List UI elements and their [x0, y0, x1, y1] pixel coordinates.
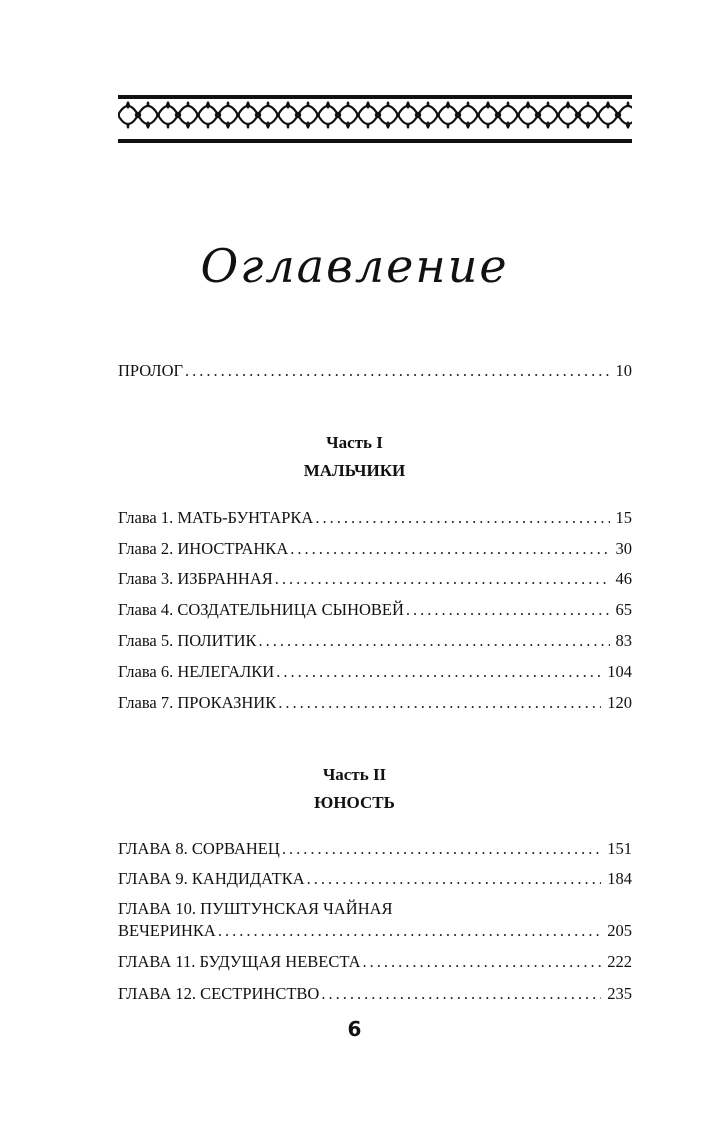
toc-entry-page: 65	[615, 600, 632, 619]
toc-entry-label: ГЛАВА 8. СОРВАНЕЦ	[118, 839, 280, 858]
part-number: Часть II	[322, 765, 387, 784]
toc-entry	[118, 920, 632, 942]
toc-entry-page: 83	[615, 631, 632, 650]
toc-entry-label: Глава 6. НЕЛЕГАЛКИ	[118, 662, 275, 681]
toc-entry-page: 235	[607, 984, 632, 1003]
toc-entry	[118, 538, 632, 560]
toc-entry-label: ГЛАВА 12. СЕСТРИНСТВО	[118, 984, 320, 1003]
page-number: 6	[347, 1017, 362, 1041]
toc-entry	[118, 630, 632, 652]
toc-entry-page: 184	[607, 869, 632, 888]
toc-entry-page: 120	[607, 693, 632, 712]
toc-entry-label: Глава 5. ПОЛИТИК	[118, 631, 257, 650]
toc-entry	[118, 983, 632, 1005]
toc-entry-page: 205	[607, 921, 632, 940]
toc-entry	[118, 951, 632, 973]
dot-leader	[276, 661, 601, 683]
toc-entry	[118, 568, 632, 590]
dot-leader	[406, 599, 610, 621]
ornament-border	[118, 95, 632, 143]
part-title: ЮНОСТЬ	[314, 793, 395, 812]
dot-leader	[290, 538, 609, 560]
toc-entry-page: 15	[615, 508, 632, 527]
toc-entry-page: 151	[607, 839, 632, 858]
toc-entry-label: Глава 4. СОЗДАТЕЛЬНИЦА СЫНОВЕЙ	[118, 600, 404, 619]
page-title: Оглавление	[200, 239, 509, 293]
toc-entry	[118, 599, 632, 621]
toc-entry	[118, 868, 632, 890]
toc-entry-label: Глава 1. МАТЬ-БУНТАРКА	[118, 508, 314, 527]
toc-entry	[118, 692, 632, 714]
toc-entry-label: Глава 2. ИНОСТРАНКА	[118, 539, 289, 558]
dot-leader	[363, 951, 602, 973]
dot-leader	[218, 920, 601, 942]
toc-entry	[118, 507, 632, 529]
toc-entry-label-line1: ГЛАВА 10. ПУШТУНСКАЯ ЧАЙНАЯ	[118, 899, 393, 918]
dot-leader	[185, 360, 609, 382]
dot-leader	[321, 983, 601, 1005]
toc-entry-page: 46	[615, 569, 632, 588]
toc-entry-label: Глава 3. ИЗБРАННАЯ	[118, 569, 273, 588]
dot-leader	[315, 507, 609, 529]
toc-entry-prologue	[118, 360, 632, 382]
part-title: МАЛЬЧИКИ	[303, 461, 406, 480]
toc-entry-page: 10	[615, 361, 632, 380]
toc-entry-label: ГЛАВА 9. КАНДИДАТКА	[118, 869, 305, 888]
dot-leader	[259, 630, 610, 652]
dot-leader	[278, 692, 601, 714]
toc-entry-label: ВЕЧЕРИНКА	[118, 921, 216, 940]
dot-leader	[282, 838, 601, 860]
toc-entry-page: 30	[615, 539, 632, 558]
toc-entry-label: Глава 7. ПРОКАЗНИК	[118, 693, 277, 712]
toc-entry	[118, 661, 632, 683]
toc-entry-label: ГЛАВА 11. БУДУЩАЯ НЕВЕСТА	[118, 952, 361, 971]
dot-leader	[275, 568, 610, 590]
toc-entry-page: 222	[607, 952, 632, 971]
toc-entry-label: ПРОЛОГ	[118, 361, 184, 380]
dot-leader	[307, 868, 602, 890]
part-number: Часть I	[326, 433, 383, 452]
toc-entry-page: 104	[607, 662, 632, 681]
toc-entry	[118, 838, 632, 860]
